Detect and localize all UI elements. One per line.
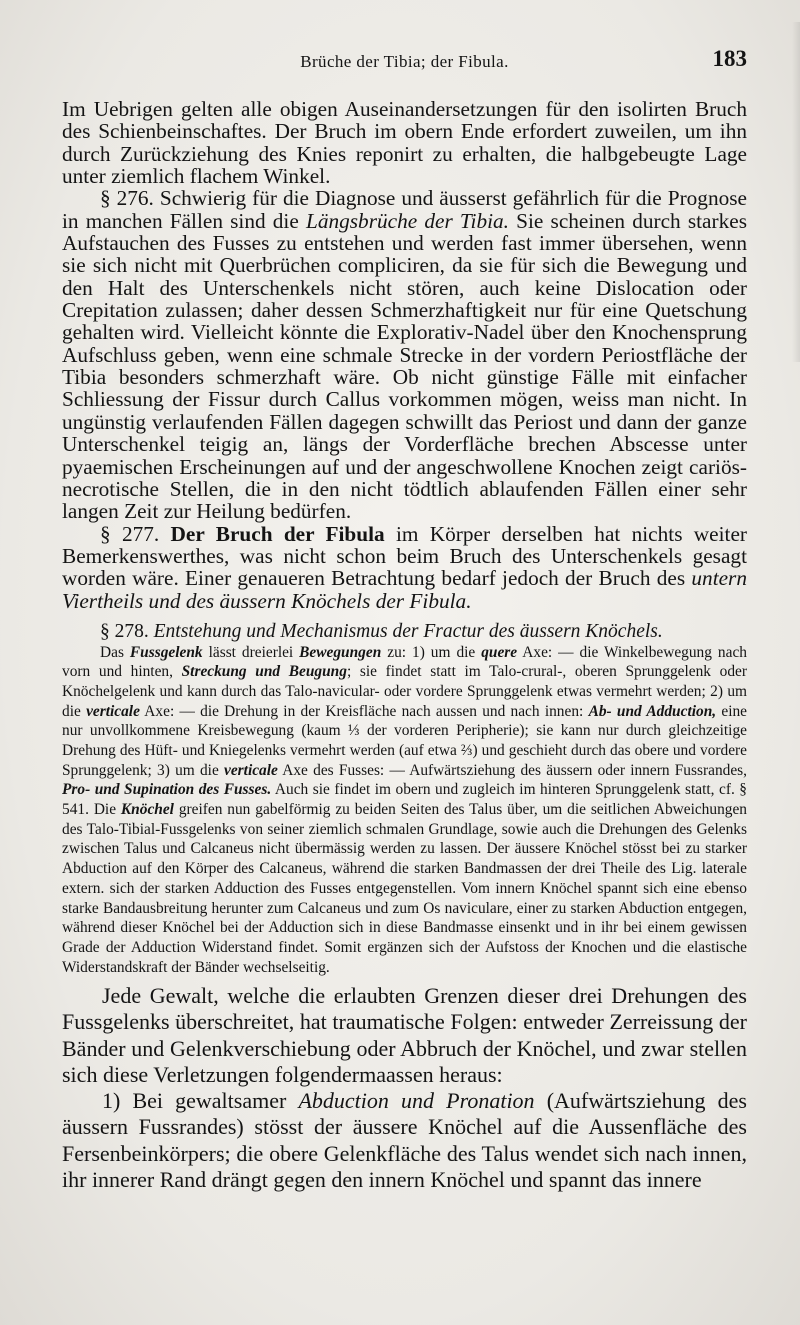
page-body [62,98,747,1193]
small-text: ; sie findet statt im Talo-crural-, oberen Sprunggelenk oder Knöchelgelenk und kann durch das Talo-navicular- oder vordere Sprunggelenk etwas vermehrt werden; 2) um die [62,663,747,720]
emphasis: Knöchel [120,801,174,819]
small-text: Axe: — die Drehung in der Kreisfläche nach aussen und nach innen: [139,702,589,720]
small-text: zu: 1) um die [381,643,482,661]
section-276 [62,187,747,522]
paragraph-uebrigen [62,98,747,187]
paragraph-abduction [62,1088,747,1193]
small-text: lässt dreierlei [202,643,300,661]
bold-bruch-fibula: Der Bruch der Fibula [159,521,385,546]
section-heading: Entstehung und Mechanismus der Fractur des äussern Knöchels. [148,620,663,642]
emphasis: Pro- und Supination des Fusses. [62,781,272,799]
small-text: Axe: — die Winkelbewegung nach vorn und hinten, [62,643,747,681]
emphasis: verticale [86,702,140,720]
section-number: § 278. [100,620,149,642]
paragraph-text: Jede Gewalt, welche die erlaubten Grenzen dieser drei Drehungen des Fussgelenks überschreitet, hat traumatische Folgen: entweder Zerreissung der Bänder und Gelenkverschiebung oder Abbruch der Knöchel, und zwar stellen sich diese Verletzungen folgendermaassen heraus: [62,983,747,1087]
page-edge-shadow [792,22,800,362]
section-277 [62,523,747,612]
emphasis: quere [481,643,518,661]
small-text: Auch sie findet im obern und zugleich im hinteren Sprunggelenk statt, cf. § 541. Die [62,781,748,819]
paragraph-text: 1) Bei gewaltsamer [102,1088,299,1114]
emphasis-untern-viertheils: untern Viertheils und des äussern Knöchels der Fibula. [62,566,747,613]
section-text: Sie scheinen durch starkes Aufstauchen des Fusses zu entstehen und werden fast immer übersehen, wenn sie sich nicht mit Querbrüchen compliciren, da sie für sich die Bewegung und den Halt des Unterschenkels nicht stören, auch keine Dislocation oder Crepitation zulassen; daher dessen Schmerzhaftigkeit nur für eine Quetschung gehalten wird. Vielleicht könnte die Explorativ-Nadel über den Knochensprung Aufschluss geben, wenn eine schmale Strecke in der vordern Periostfläche der Tibia besonders schmerzhaft wäre. Ob nicht günstige Fälle mit einfacher Schliessung der Fissur durch Callus vorkommen mögen, weiss man nicht. In ungünstig verlaufenden Fällen dagegen schwillt das Periost und dann der ganze Unterschenkel teigig an, längs der Vorderfläche brechen Abscesse unter pyaemischen Erscheinungen auf und der angeschwollene Knochen zeigt cariös-necrotische Stellen, die in den nicht tödtlich ablaufenden Fällen einer sehr langen Zeit zur Heilung bedürfen. [62,208,747,524]
emphasis: Ab- und Adduction, [588,702,717,720]
paragraph-text: Im Uebrigen gelten alle obigen Auseinandersetzungen für den isolirten Bruch des Schienbeinschaftes. Der Bruch im obern Ende erfordert zuweilen, um ihn durch Zurückziehung des Knies reponirt zu erhalten, die halbgebeugte Lage unter ziemlich flachem Winkel. [62,97,747,189]
running-title: Brüche der Tibia; der Fibula. [300,52,509,71]
emphasis: Streckung und Beugung [181,663,347,681]
paragraph-jede-gewalt [62,983,747,1088]
paragraph-text: (Aufwärtsziehung des äussern Fussrandes) stösst der äussere Knöchel auf die Aussenfläche des Fersenbeinkörpers; die obere Gelenkfläche des Talus wendet sich nach innen, ihr innerer Rand drängt gegen den innern Knöchel und spannt das innere [62,1088,747,1192]
small-print-paragraph [62,643,747,978]
emphasis-laengsbrueche: Längsbrüche der Tibia. [305,208,510,233]
small-text: Das [100,643,130,661]
emphasis: Bewegungen [299,643,382,661]
page-header [62,44,747,84]
section-text: im Körper derselben hat nichts weiter Bemerkenswerthes, was nicht schon beim Bruch des Unterschenkels gesagt worden wäre. Einer genaueren Betrachtung bedarf jedoch der Bruch des [62,521,747,591]
emphasis: verticale [224,761,278,779]
small-text: Axe des Fusses: — Aufwärtsziehung des äussern oder innern Fussrandes, [277,761,747,779]
page-number: 183 [712,46,747,71]
small-text: eine nur unvollkommene Kreisbewegung (kaum ⅓ der vorderen Peripherie); sie kann nur durch gleichzeitige Drehung des Hüft- und Kniegelenks vermehrt werden (auf etwa ⅔) und geschieht durch das obere und vordere Sprunggelenk; 3) um die [62,702,747,779]
emphasis-abduction-pronation: Abduction und Pronation [298,1088,535,1114]
section-number: § 276. [100,186,154,211]
section-278-heading [62,622,747,643]
section-number: § 277. [100,521,160,546]
emphasis: Fussgelenk [129,643,203,661]
section-text: Schwierig für die Diagnose und äusserst gefährlich für die Prognose in manchen Fällen sind die [62,186,747,233]
small-text: greifen nun gabelförmig zu beiden Seiten des Talus über, um die seitlichen Abweichungen des Talo-Tibial-Fussgelenks von seiner ziemlich schmalen Grundlage, sowie auch die Drehungen des Gelenks zwischen Talus und Calcaneus nicht übermässig werden zu lassen. Der äussere Knöchel stösst bei zu starker Abduction auf den Körper des Calcaneus, während die starken Bandmassen der drei Theile des Lig. laterale extern. sich der starken Adduction des Fusses entgegenstellen. Vom innern Knöchel spannt sich eine ebenso starke Bandausbreitung herunter zum Calcaneus und zum Os naviculare, einer zu starken Abduction entgegen, während dieser Knöchel bei der Adduction sich in diese Bandmasse einsenkt und in ihr bei einem gewissen Grade der Adduction Widerstand findet. Somit ergänzen sich der Aufstoss der Knochen und die elastische Widerstandskraft der Bänder wechselseitig. [62,801,747,976]
